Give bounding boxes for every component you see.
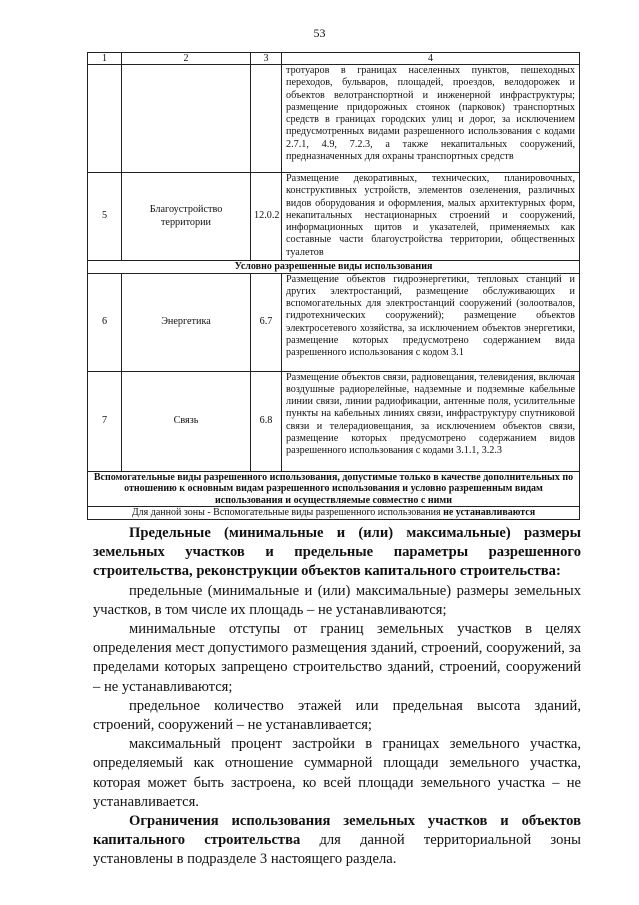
land-use-table (87, 52, 580, 520)
row-description: Размещение объектов связи, радиовещания, телевидения, включая воздушные радиорелейные, надземные и подземные кабельные линии связи, линии радиофикации, антенные поля, усилительные пункты на кабельных линиях связи, инфраструктуру спутниковой связи и телерадиовещания, за исключением объектов связи, размещение которых предусмотрено содержанием видов разрешенного использования с кодами 3.1.1, 3.2.3 (282, 371, 580, 471)
row-description: Размещение декоративных, технических, планировочных, конструктивных устройств, элементов озеленения, различных видов оборудования и оформления, малых архитектурных форм, некапитальных нестационарных строений и сооружений, информационных щитов и указателей, применяемых как составные части благоустройства территории, общественных туалетов (282, 173, 580, 261)
conditional-uses-header: Условно разрешенные виды использования (88, 261, 580, 274)
table-row (88, 507, 580, 520)
auxiliary-uses-header: Вспомогательные виды разрешенного использования, допустимые только в качестве дополнительных по отношению к основным видам разрешенного использования и условно разрешенным видам использования и осуществляемые совместно с ними (88, 471, 580, 507)
table-header-row (88, 53, 580, 65)
section-row (88, 261, 580, 274)
section-row (88, 471, 580, 507)
column-header: 4 (282, 53, 580, 65)
row-code: 6.8 (251, 371, 282, 471)
row-code: 12.0.2 (251, 173, 282, 261)
row-number: 6 (88, 273, 122, 371)
table-row (88, 173, 580, 261)
table-row (88, 273, 580, 371)
closing-paragraph: Ограничения использования земельных участков и объектов капитального строительства для данной территориальной зоны установлены в подразделе 3 настоящего раздела. (93, 813, 581, 868)
column-header: 2 (122, 53, 251, 65)
table-row (88, 65, 580, 173)
row-description: Размещение объектов гидроэнергетики, тепловых станций и других электростанций, размещение обслуживающих и вспомогательных для электростанций сооружений (золоотвалов, гидротехнических сооружений); размещение объектов электросетевого хозяйства, за исключением объектов энергетики, размещение которых предусмотрено содержанием вида разрешенного использования с кодом 3.1 (282, 273, 580, 371)
body-text (93, 524, 581, 870)
table-row (88, 371, 580, 471)
paragraph: предельное количество этажей или предельная высота зданий, строений, сооружений – не устанавливается; (93, 697, 581, 734)
paragraph: предельные (минимальные и (или) максимальные) размеры земельных участков, в том числе их площадь – не устанавливаются; (93, 582, 581, 618)
row-name: Связь (122, 371, 251, 471)
row-description: тротуаров в границах населенных пунктов, пешеходных переходов, бульваров, площадей, проездов, велодорожек и объектов велотранспортной и инженерной инфраструктуры; размещение придорожных стоянок (парковок) транспортных средств в границах городских улиц и дорог, за исключением предусмотренных видами разрешенного использования с кодами 2.7.1, 4.9, 7.2.3, а также некапитальных сооружений, предназначенных для охраны транспортных средств (282, 65, 580, 173)
row-name: Благоустройство территории (122, 173, 251, 261)
paragraph: максимальный процент застройки в границах земельного участка, определяемый как отношение суммарной площади земельного участка, которая может быть застроена, ко всей площади земельного участка – не устанавливается. (93, 736, 581, 810)
paragraph: минимальные отступы от границ земельных участков в целях определения мест допустимого размещения зданий, строений, сооружений, за пределами которых запрещено строительство зданий, строений, сооружений – не устанавливаются; (93, 621, 581, 695)
row-code: 6.7 (251, 273, 282, 371)
row-number: 5 (88, 173, 122, 261)
page-number: 53 (313, 26, 326, 40)
row-name: Энергетика (122, 273, 251, 371)
section-heading: Предельные (минимальные и (или) максимальные) размеры земельных участков и предельные параметры разрешенного строительства, реконструкции объектов капитального строительства: (93, 525, 581, 580)
auxiliary-uses-note: Для данной зоны - Вспомогательные виды разрешенного использования не устанавливаются (88, 507, 580, 520)
column-header: 1 (88, 53, 122, 65)
column-header: 3 (251, 53, 282, 65)
row-number: 7 (88, 371, 122, 471)
